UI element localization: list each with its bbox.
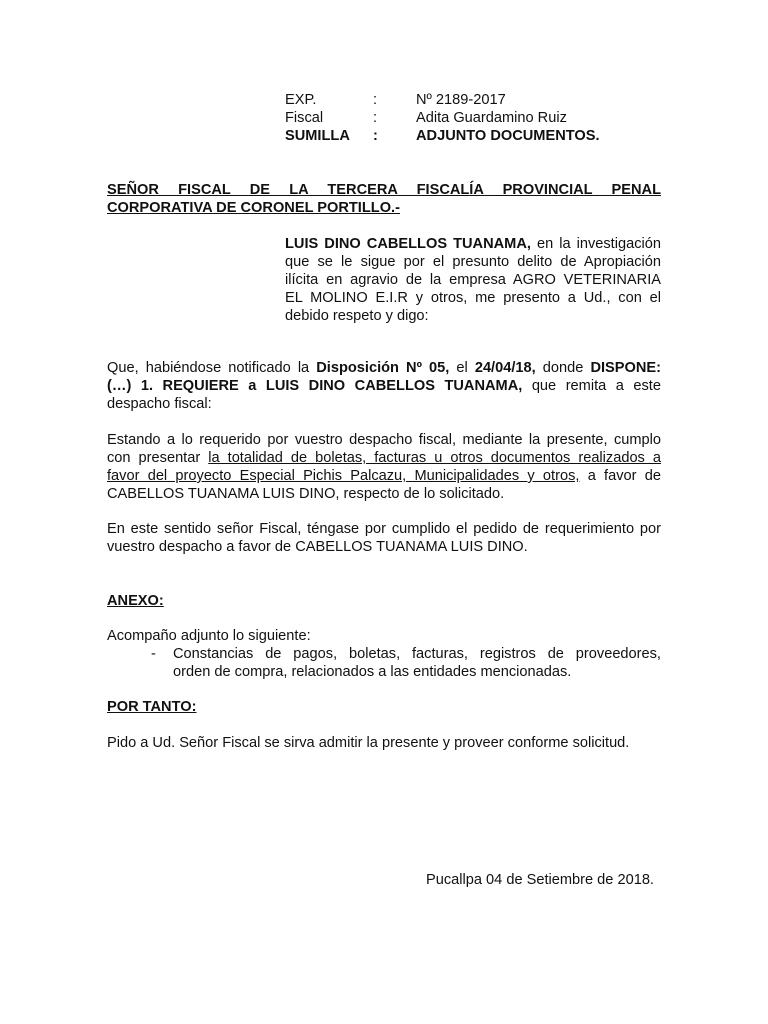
intro-line-5: debido respeto y digo: (285, 308, 429, 324)
para2-underlined-1: la totalidad de boletas, facturas u otros documentos realizados a (208, 450, 662, 466)
exp-label: EXP. (285, 92, 317, 108)
para1-t3: el (449, 360, 475, 376)
anexo-intro: Acompaño adjunto lo siguiente: (107, 628, 311, 644)
para2-l3b: a favor de (579, 468, 661, 484)
addressee-line-2: CORPORATIVA DE CORONEL PORTILLO.- (107, 200, 400, 216)
para1-line-2 (107, 377, 661, 395)
intro-line-2: que se le sigue por el presunto delito de Apropiación (285, 254, 661, 270)
fiscal-sep: : (373, 110, 378, 126)
anexo-title: ANEXO: (107, 593, 164, 609)
para1-line-1 (107, 359, 661, 377)
exp-value: Nº 2189-2017 (416, 92, 506, 108)
intro-line-1 (285, 235, 661, 253)
anexo-item-line-2: orden de compra, relacionados a las entidades mencionadas. (173, 664, 572, 680)
sumilla-value: ADJUNTO DOCUMENTOS. (416, 128, 600, 144)
para2-line-1: Estando a lo requerido por vuestro despacho fiscal, mediante la presente, cumplo (107, 432, 661, 448)
para1-date: 24/04/18, (474, 360, 536, 376)
para1-requiere: (…) 1. REQUIERE a LUIS DINO CABELLOS TUANAMA, (107, 378, 523, 394)
sumilla-sep: : (373, 128, 378, 144)
para2-l2a: con presentar (107, 450, 209, 466)
por-tanto-text: Pido a Ud. Señor Fiscal se sirva admitir la presente y proveer conforme solicitud. (107, 735, 630, 751)
para3-line-2: vuestro despacho a favor de CABELLOS TUANAMA LUIS DINO. (107, 539, 528, 555)
por-tanto-title: POR TANTO: (107, 699, 197, 715)
para1-t5: donde (535, 360, 591, 376)
para2-line-4: CABELLOS TUANAMA LUIS DINO, respecto de lo solicitado. (107, 486, 505, 502)
sumilla-label: SUMILLA (285, 128, 350, 144)
para3-line-1: En este sentido señor Fiscal, téngase por cumplido el pedido de requerimiento por (107, 521, 661, 537)
exp-sep: : (373, 92, 378, 108)
addressee-line-1: SEÑOR FISCAL DE LA TERCERA FISCALÍA PROVINCIAL PENAL (107, 182, 661, 198)
anexo-bullet: - (151, 646, 156, 662)
intro-line-4: EL MOLINO E.I.R y otros, me presento a Ud., con el (285, 290, 661, 306)
para2-underlined-2: favor del proyecto Especial Pichis Palcazu, Municipalidades y otros, (107, 468, 580, 484)
fiscal-label: Fiscal (285, 110, 324, 126)
para1-t1: Que, habiéndose notificado la (107, 360, 317, 376)
intro-l1-rest: en la investigación (530, 236, 661, 252)
anexo-item-line-1: Constancias de pagos, boletas, facturas, registros de proveedores, (173, 646, 661, 662)
para2-line-3 (107, 467, 661, 485)
fiscal-value: Adita Guardamino Ruiz (416, 110, 567, 126)
para1-disposicion: Disposición Nº 05, (316, 360, 450, 376)
intro-line-3: ilícita en agravio de la empresa AGRO VETERINARIA (285, 272, 661, 288)
intro-name: LUIS DINO CABELLOS TUANAMA, (285, 236, 531, 252)
closing-place-date: Pucallpa 04 de Setiembre de 2018. (426, 872, 654, 888)
para1-dispone: DISPONE: (590, 360, 661, 376)
para1-line-3: despacho fiscal: (107, 396, 212, 412)
para2-line-2 (107, 449, 661, 467)
para1-t8: que remita a este (522, 378, 661, 394)
